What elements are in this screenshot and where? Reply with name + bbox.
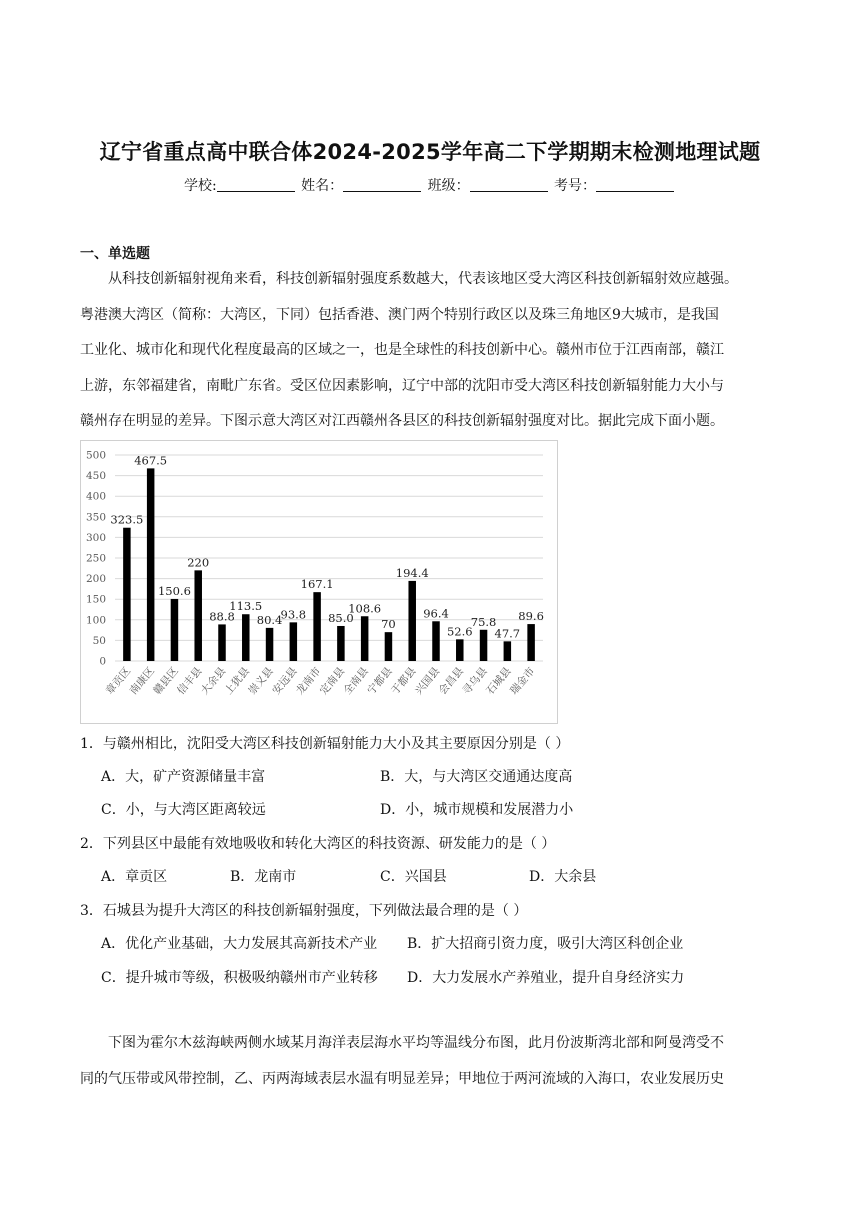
bar [147, 468, 155, 661]
x-tick-label: 赣县区 [151, 665, 181, 698]
y-tick-label: 50 [92, 634, 106, 647]
data-label: 96.4 [423, 606, 449, 621]
data-label: 47.7 [494, 626, 521, 641]
q3-option-b[interactable]: B．扩大招商引资力度，吸引大湾区科创企业 [407, 936, 684, 952]
school-blank[interactable] [217, 177, 295, 192]
intro-paragraph-1 [80, 262, 780, 440]
q1-option-a[interactable]: A．大，矿产资源储量丰富 [101, 769, 266, 785]
intro1-line: 工业化、城市化和现代化程度最高的区域之一，也是全球性的科技创新中心。赣州市位于江西南部，赣江 [80, 342, 724, 358]
intro2-line: 下图为霍尔木兹海峡两侧水域某月海洋表层海水平均等温线分布图，此月份波斯湾北部和阿曼湾受不 [108, 1035, 724, 1051]
exam-number-blank[interactable] [596, 177, 674, 192]
data-label: 150.6 [157, 583, 191, 598]
bar [480, 630, 488, 661]
x-tick-label: 龙南市 [293, 665, 324, 698]
bar [385, 632, 393, 661]
y-tick-label: 200 [85, 573, 106, 586]
data-label: 89.6 [518, 609, 544, 624]
x-tick-label: 定南县 [317, 665, 348, 698]
intro2-line: 同的气压带或风带控制，乙、丙两海域表层水温有明显差异；甲地位于两河流域的入海口，农业发展历史 [80, 1070, 724, 1087]
bar [218, 624, 226, 661]
intro1-line: 上游，东邻福建省，南毗广东省。受区位因素影响，辽宁中部的沈阳市受大湾区科技创新辐射能力大小与 [80, 377, 724, 394]
q2-option-b[interactable]: B．龙南市 [230, 869, 297, 885]
data-label: 80.4 [256, 612, 283, 627]
x-tick-label: 于都县 [389, 665, 419, 698]
q1-option-c[interactable]: C．小，与大湾区距离较远 [101, 802, 266, 818]
bar-chart-container [80, 440, 558, 724]
x-tick-label: 上犹县 [222, 665, 253, 698]
intro1-line: 粤港澳大湾区（简称：大湾区，下同）包括香港、澳门两个特别行政区以及珠三角地区9大城市，是我国 [80, 306, 719, 323]
x-tick-label: 安远县 [270, 665, 300, 698]
x-tick-label: 宁都县 [365, 665, 395, 698]
bar [432, 621, 440, 661]
x-tick-label: 章贡区 [103, 665, 134, 698]
data-label: 323.5 [110, 512, 144, 527]
y-tick-label: 450 [85, 470, 106, 483]
exam-number-label: 考号： [554, 178, 597, 194]
data-label: 93.8 [280, 607, 307, 622]
q2-option-d[interactable]: D．大余县 [529, 869, 597, 885]
data-label: 108.6 [348, 601, 382, 616]
bar [313, 592, 321, 661]
x-tick-label: 寻乌县 [460, 665, 490, 698]
y-tick-label: 150 [85, 593, 106, 606]
bar [337, 626, 345, 661]
question-3-stem: 3．石城县为提升大湾区的科技创新辐射强度，下列做法最合理的是（ ） [80, 903, 528, 919]
bar [194, 570, 202, 661]
section-title: 一、单选题 [80, 246, 150, 262]
q3-option-c[interactable]: C．提升城市等级，积极吸纳赣州市产业转移 [101, 970, 378, 986]
x-tick-label: 全南县 [341, 665, 371, 698]
data-label: 167.1 [300, 577, 334, 592]
y-tick-label: 0 [99, 655, 106, 668]
q2-option-c[interactable]: C．兴国县 [380, 869, 447, 885]
x-tick-label: 会昌县 [436, 665, 467, 698]
data-label: 220 [187, 555, 210, 570]
bar [266, 628, 274, 661]
intro-paragraph-2 [80, 1026, 780, 1097]
data-label: 113.5 [229, 599, 263, 614]
x-tick-label: 信丰县 [175, 665, 205, 698]
data-label: 88.8 [209, 609, 235, 624]
bar [527, 624, 535, 661]
y-tick-label: 250 [85, 552, 106, 565]
y-tick-label: 400 [85, 490, 106, 503]
bar [123, 528, 131, 661]
question-1-stem: 1．与赣州相比，沈阳受大湾区科技创新辐射能力大小及其主要原因分别是（ ） [80, 736, 570, 752]
x-tick-label: 南康区 [127, 665, 157, 698]
question-2-stem: 2．下列县区中最能有效地吸收和转化大湾区的科技资源、研发能力的是（ ） [80, 836, 556, 852]
q1-option-d[interactable]: D．小，城市规模和发展潜力小 [380, 802, 574, 818]
name-blank[interactable] [343, 177, 421, 192]
q1-option-b[interactable]: B．大，与大湾区交通通达度高 [380, 769, 573, 785]
exam-title: 辽宁省重点高中联合体2024-2025学年高二下学期期末检测地理试题 [99, 140, 761, 164]
bar [408, 581, 416, 661]
data-label: 70 [381, 617, 396, 632]
x-tick-label: 崇义县 [246, 665, 276, 698]
y-tick-label: 300 [85, 531, 106, 544]
bar [504, 641, 512, 661]
data-label: 52.6 [446, 624, 473, 639]
class-label: 班级： [427, 178, 470, 194]
y-tick-label: 100 [85, 614, 106, 627]
q2-option-a[interactable]: A．章贡区 [101, 869, 168, 885]
name-label: 姓名： [301, 178, 344, 194]
intro1-line: 赣州存在明显的差异。下图示意大湾区对江西赣州各县区的科技创新辐射强度对比。据此完成下面小题。 [80, 413, 724, 429]
bar [171, 599, 179, 661]
y-tick-label: 350 [85, 511, 106, 524]
data-label: 85.0 [328, 610, 354, 625]
bar [456, 639, 464, 661]
q3-option-d[interactable]: D．大力发展水产养殖业，提升自身经济实力 [407, 970, 685, 986]
bar-chart [81, 441, 557, 723]
school-label: 学校: [183, 178, 217, 194]
student-info-line [0, 175, 860, 195]
data-label: 75.8 [470, 614, 497, 629]
intro1-line: 从科技创新辐射视角来看，科技创新辐射强度系数越大，代表该地区受大湾区科技创新辐射效应越强。 [108, 271, 738, 287]
bar [242, 614, 250, 661]
data-label: 467.5 [134, 453, 168, 468]
bar [290, 622, 298, 661]
data-label: 194.4 [395, 565, 429, 580]
q3-option-a[interactable]: A．优化产业基础，大力发展其高新技术产业 [101, 936, 378, 952]
y-tick-label: 500 [85, 449, 106, 462]
bar [361, 616, 369, 661]
x-tick-label: 兴国县 [412, 665, 443, 698]
x-tick-label: 大余县 [198, 665, 229, 698]
x-tick-label: 石城县 [484, 665, 514, 698]
x-tick-label: 瑞金市 [507, 665, 538, 698]
class-blank[interactable] [470, 177, 548, 192]
